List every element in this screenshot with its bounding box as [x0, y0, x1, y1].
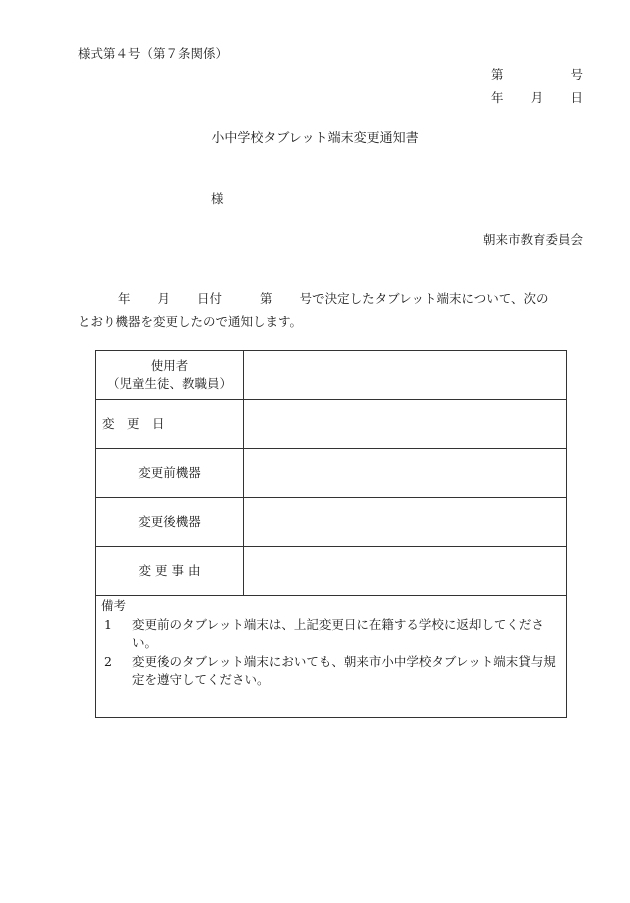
note-number: 1 — [104, 617, 112, 633]
table-row-change-date — [96, 400, 567, 449]
user-label-sub: （児童生徒、教職員） — [106, 376, 232, 391]
note-number: 2 — [104, 654, 112, 670]
device-before-value-cell[interactable] — [244, 449, 567, 498]
note-item — [101, 653, 560, 688]
document-number-line — [491, 69, 583, 82]
change-reason-value-cell[interactable] — [244, 547, 567, 596]
user-value-cell[interactable] — [244, 351, 567, 400]
body-day-attached: 日付 — [197, 291, 223, 306]
note-text: 変更前のタブレット端末は、上記変更日に在籍する学校に返却してください。 — [132, 617, 544, 650]
notes-cell — [96, 596, 567, 718]
document-number-prefix: 第 — [491, 67, 504, 82]
body-line1-rest: 号で決定したタブレット端末について、次の — [299, 291, 549, 306]
device-before-label: 変更前機器 — [96, 449, 244, 498]
device-after-label: 変更後機器 — [96, 498, 244, 547]
table-row-notes — [96, 596, 567, 718]
document-number-suffix: 号 — [570, 67, 583, 82]
user-label: 使用者 — [150, 357, 189, 373]
table-row-device-after — [96, 498, 567, 547]
date-month: 月 — [530, 90, 544, 105]
note-text: 変更後のタブレット端末においても、朝来市小中学校タブレット端末貸与規定を遵守してください。 — [132, 654, 556, 687]
table-row-change-reason — [96, 547, 567, 596]
body-text-line-1 — [78, 293, 570, 306]
table-row-user — [96, 351, 567, 400]
issuer-name: 朝来市教育委員会 — [482, 232, 583, 247]
change-date-label: 変 更 日 — [96, 400, 244, 449]
device-after-value-cell[interactable] — [244, 498, 567, 547]
user-label-cell — [96, 351, 244, 400]
notes-title: 備考 — [101, 598, 127, 613]
body-number-prefix: 第 — [260, 291, 273, 306]
addressee-honorific: 様 — [211, 191, 224, 206]
body-month: 月 — [157, 291, 171, 306]
body-year: 年 — [118, 291, 131, 306]
form-number-label: 様式第４号（第７条関係） — [78, 46, 229, 61]
change-reason-label: 変 更 事 由 — [96, 547, 244, 596]
note-item — [101, 616, 560, 651]
date-day: 日 — [570, 90, 583, 105]
date-year: 年 — [491, 90, 504, 105]
change-date-value-cell[interactable] — [244, 400, 567, 449]
document-title: 小中学校タブレット端末変更通知書 — [211, 131, 419, 146]
table-row-device-before — [96, 449, 567, 498]
change-info-table — [95, 350, 567, 718]
document-date-line — [491, 92, 583, 105]
body-text-line-2: とおり機器を変更したので通知します。 — [78, 314, 303, 329]
